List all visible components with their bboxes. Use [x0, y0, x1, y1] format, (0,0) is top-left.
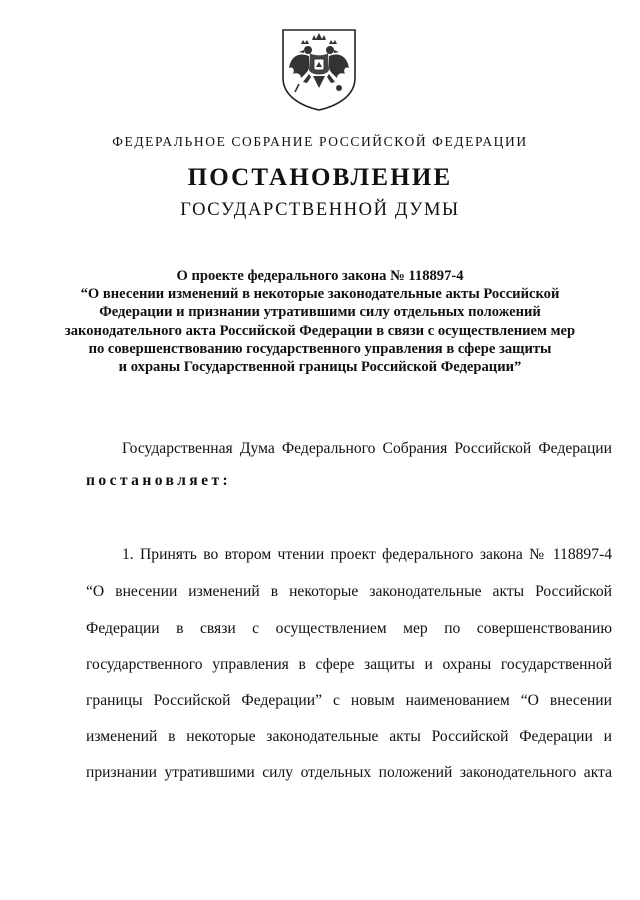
clause-line: изменений в некоторые законодательные акты Российской Федерации и	[86, 728, 612, 745]
resolves-word: постановляет:	[86, 472, 232, 489]
bill-title-line: законодательного акта Российской Федерации в связи с осуществлением мер	[64, 322, 576, 339]
assembly-name: ФЕДЕРАЛЬНОЕ СОБРАНИЕ РОССИЙСКОЙ ФЕДЕРАЦИИ	[112, 134, 528, 149]
bill-title	[60, 267, 580, 376]
document-issuer: ГОСУДАРСТВЕННОЙ ДУМЫ	[180, 200, 460, 220]
bill-title-line: О проекте федерального закона № 118897-4	[176, 268, 464, 284]
clause-line: 1. Принять во втором чтении проект федерального закона № 118897-4	[122, 546, 612, 563]
bill-title-line: по совершенствованию государственного управления в сфере защиты	[88, 340, 552, 357]
bill-title-line: и охраны Государственной границы Российской Федерации”	[118, 359, 522, 376]
bill-title-line: Федерации и признании утратившими силу отдельных положений	[99, 304, 541, 321]
emblem	[277, 26, 361, 112]
clause-line: границы Российской Федерации” с новым наименованием “О внесении	[86, 692, 612, 709]
document-type: ПОСТАНОВЛЕНИЕ	[187, 164, 453, 191]
clause-line: Федерации в связи с осуществлением мер по совершенствованию	[86, 620, 612, 637]
clause-line: признании утратившими силу отдельных положений законодательного акта	[86, 764, 612, 781]
clause-line: государственного управления в сфере защиты и охраны государственной	[86, 656, 612, 673]
bill-title-line: “О внесении изменений в некоторые законодательные акты Российской	[80, 286, 560, 303]
russian-coat-of-arms-icon	[277, 26, 361, 112]
clause-line: “О внесении изменений в некоторые законодательные акты Российской	[86, 583, 612, 600]
preamble-text: Государственная Дума Федерального Собрания Российской Федерации	[122, 440, 612, 457]
